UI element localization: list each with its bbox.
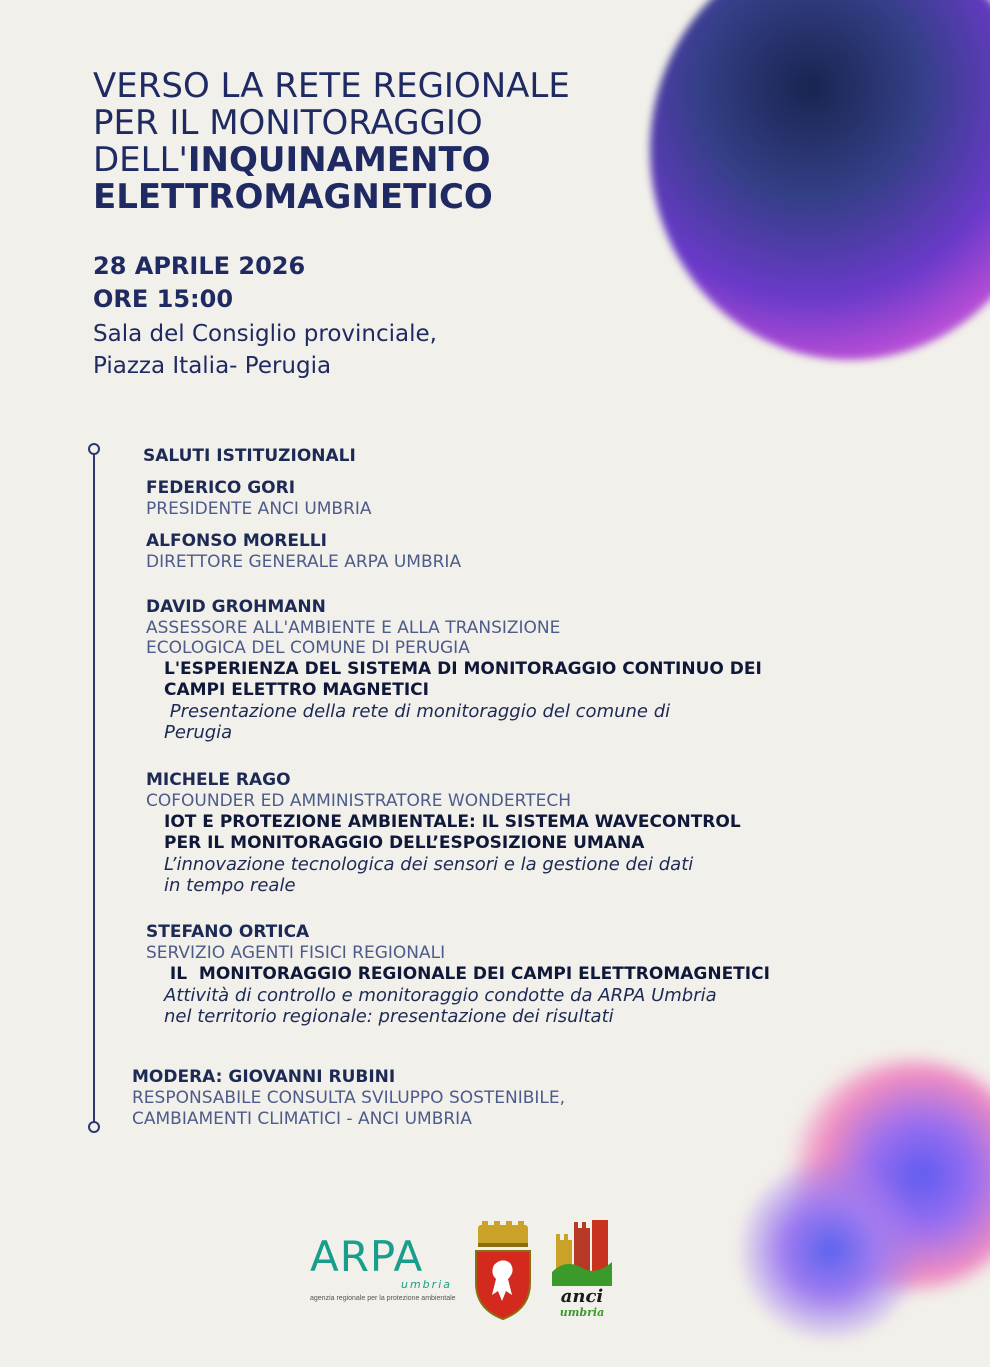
title-line-3-bold: INQUINAMENTO	[187, 140, 491, 180]
timeline-start-dot	[88, 443, 100, 455]
anci-umbria-logo	[552, 1220, 618, 1320]
talk-title: IL MONITORAGGIO REGIONALE DEI CAMPI ELETTROMAGNETICI	[164, 964, 770, 984]
speaker-role: ASSESSORE ALL'AMBIENTE E ALLA TRANSIZIONE	[146, 618, 561, 638]
speaker-name: FEDERICO GORI	[146, 478, 296, 498]
anci-logo-word: anci	[560, 1286, 604, 1307]
moderator-name: MODERA: GIOVANNI RUBINI	[132, 1067, 396, 1087]
talk	[164, 659, 866, 743]
talk	[164, 964, 866, 1027]
talk-title: CAMPI ELETTRO MAGNETICI	[164, 680, 429, 700]
talk	[164, 812, 866, 896]
anci-umbria-emblem-icon	[552, 1220, 612, 1286]
speaker-role: COFOUNDER ED AMMINISTRATORE WONDERTECH	[146, 791, 571, 811]
arpa-logo-word: ARPA	[310, 1232, 424, 1281]
event-time: ORE 15:00	[93, 285, 234, 313]
talk-description: in tempo reale	[164, 875, 296, 896]
moderator-role: CAMBIAMENTI CLIMATICI - ANCI UMBRIA	[132, 1109, 472, 1129]
talk-description: Presentazione della rete di monitoraggio del comune di	[164, 701, 671, 722]
event-title	[93, 68, 693, 216]
talk-description: Perugia	[164, 722, 233, 743]
talk-title: PER IL MONITORAGGIO DELL’ESPOSIZIONE UMANA	[164, 833, 645, 853]
speaker-alfonso-morelli	[146, 531, 866, 572]
talk-title: IOT E PROTEZIONE AMBIENTALE: IL SISTEMA WAVECONTROL	[164, 812, 741, 832]
moderator-role: RESPONSABILE CONSULTA SVILUPPO SOSTENIBILE,	[132, 1088, 566, 1108]
arpa-umbria-logo	[310, 1232, 460, 1302]
arpa-logo-subtitle: umbria	[401, 1278, 452, 1291]
speaker-name: ALFONSO MORELLI	[146, 531, 327, 551]
timeline-line	[93, 450, 95, 1126]
moderator	[132, 1067, 852, 1130]
venue-line-2: Piazza Italia- Perugia	[93, 353, 332, 379]
venue-line-1: Sala del Consiglio provinciale,	[93, 321, 437, 347]
talk-title: L'ESPERIENZA DEL SISTEMA DI MONITORAGGIO CONTINUO DEI	[164, 659, 762, 679]
title-line-2: PER IL MONITORAGGIO	[93, 103, 483, 143]
talk-description: Attività di controllo e monitoraggio condotte da ARPA Umbria	[164, 985, 717, 1006]
talk-description: L’innovazione tecnologica dei sensori e la gestione dei dati	[164, 854, 694, 875]
speaker-stefano-ortica	[146, 922, 866, 1027]
speaker-name: MICHELE RAGO	[146, 770, 291, 790]
anci-logo-subtitle: umbria	[559, 1306, 605, 1319]
speaker-name: STEFANO ORTICA	[146, 922, 310, 942]
talk-description: nel territorio regionale: presentazione dei risultati	[164, 1006, 614, 1027]
speaker-role: DIRETTORE GENERALE ARPA UMBRIA	[146, 552, 462, 572]
speaker-michele-rago	[146, 770, 866, 896]
arpa-logo-tagline: agenzia regionale per la protezione ambientale	[310, 1295, 456, 1302]
speaker-federico-gori	[146, 478, 866, 519]
speaker-name: DAVID GROHMANN	[146, 597, 326, 617]
section-title: SALUTI ISTITUZIONALI	[143, 446, 356, 466]
title-line-4: ELETTROMAGNETICO	[93, 177, 493, 217]
title-line-3	[93, 142, 693, 179]
speaker-role: PRESIDENTE ANCI UMBRIA	[146, 499, 372, 519]
speaker-role: ECOLOGICA DEL COMUNE DI PERUGIA	[146, 638, 470, 658]
speaker-role: SERVIZIO AGENTI FISICI REGIONALI	[146, 943, 446, 963]
event-date: 28 APRILE 2026	[93, 252, 306, 280]
title-line-3-regular: DELL'	[93, 140, 188, 180]
event-info	[93, 250, 693, 382]
title-line-1: VERSO LA RETE REGIONALE	[93, 66, 570, 106]
event-venue	[93, 318, 693, 382]
decorative-gradient-sphere-top	[650, 0, 990, 360]
timeline-end-dot	[88, 1121, 100, 1133]
perugia-coat-of-arms-icon	[472, 1221, 534, 1321]
partner-logos	[300, 1215, 640, 1325]
decorative-gradient-blob-bottom-small	[740, 1160, 920, 1340]
speaker-david-grohmann	[146, 597, 866, 743]
